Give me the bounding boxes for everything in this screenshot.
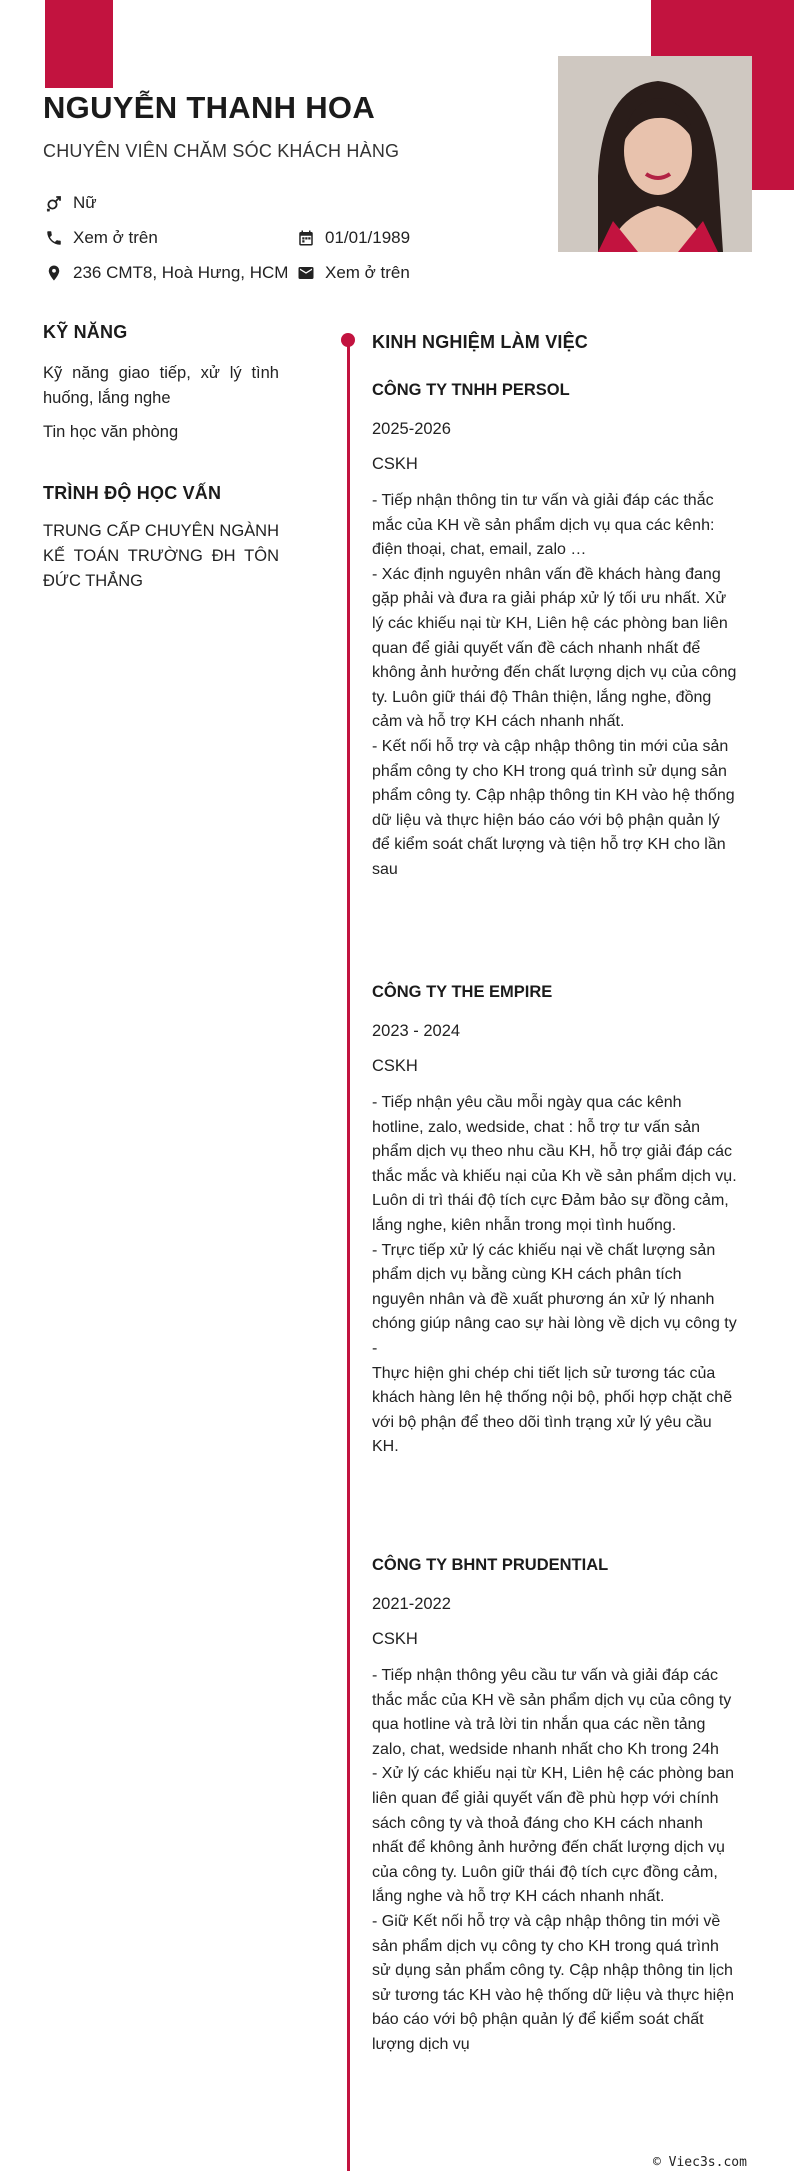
phone-info: [43, 227, 158, 249]
watermark: © Viec3s.com: [653, 2155, 747, 2170]
skill-item: Tin học văn phòng: [43, 423, 179, 441]
phone-icon: [43, 227, 65, 249]
job-entry: [372, 983, 737, 1460]
gender-value: Nữ: [73, 193, 97, 212]
calendar-icon: [295, 227, 317, 249]
job-company: CÔNG TY TNHH PERSOL: [372, 381, 570, 399]
job-description: - Tiếp nhận thông tin tư vấn và giải đáp các thắc mắc của KH về sản phẩm dịch vụ qua các kênh: điện thoại, chat, email, zalo … - Xác định nguyên nhân vấn đề khách hàng đang gặp phải và đưa ra giải pháp xử lý tối ưu nhất. Xử lý các khiếu nại từ KH, Liên hệ các phòng ban liên quan để giải quyết vấn đề cách nhanh nhất để không ảnh hưởng đến chất lượng dịch vụ của công ty. Luôn giữ thái độ Thân thiện, lắng nghe, đồng cảm và hỗ trợ KH cách nhanh nhất. - Kết nối hỗ trợ và cập nhập thông tin mới của sản phẩm công ty cho KH trong quá trình sử dụng sản phẩm công ty. Cập nhập thông tin KH vào hệ thống dữ liệu và thực hiện báo cáo với bộ phận quản lý để kiểm soát chất lượng và tiện hỗ trợ KH cho lần sau: [372, 492, 737, 878]
gender-info: [43, 192, 97, 214]
birthday-value: 01/01/1989: [325, 228, 411, 247]
job-company: CÔNG TY BHNT PRUDENTIAL: [372, 1556, 609, 1574]
profile-photo: [558, 56, 752, 252]
job-role: CSKH: [372, 1630, 418, 1648]
education-text: TRUNG CẤP CHUYÊN NGÀNH KẾ TOÁN TRƯỜNG ĐH TÔN ĐỨC THẮNG: [43, 522, 279, 590]
job-role: CSKH: [372, 1057, 418, 1075]
decorative-block-left: [45, 0, 113, 88]
birthday-info: [295, 227, 410, 249]
education-title: TRÌNH ĐỘ HỌC VẤN: [43, 483, 222, 503]
job-description: - Tiếp nhận thông yêu cầu tư vấn và giải đáp các thắc mắc của KH về sản phẩm dịch vụ của công ty qua hotline và trả lời tin nhắn qua các nền tảng zalo, chat, wedside nhanh nhất cho Kh trong 24h - Xử lý các khiếu nại từ KH, Liên hệ các phòng ban liên quan để giải quyết vấn đề phù hợp với chính sách công ty và thoả đáng cho KH cách nhanh nhất để không ảnh hưởng đến chất lượng dịch vụ của công ty. Luôn giữ thái độ tích cực đồng cảm, lắng nghe và hỗ trợ KH cách nhanh nhất. - Giữ Kết nối hỗ trợ và cập nhập thông tin mới về sản phẩm dịch vụ công ty cho KH trong quá trình sử dụng sản phẩm công ty. Cập nhập thông tin lịch sử tương tác KH vào hệ thống dữ liệu và thực hiện báo cáo với bộ phận quản lý để kiểm soát chất lượng dịch vụ: [372, 1667, 735, 2053]
candidate-job-title: CHUYÊN VIÊN CHĂM SÓC KHÁCH HÀNG: [43, 141, 400, 161]
skill-item: Kỹ năng giao tiếp, xử lý tình huống, lắng nghe: [43, 364, 279, 407]
candidate-name: NGUYỄN THANH HOA: [43, 90, 376, 125]
job-company: CÔNG TY THE EMPIRE: [372, 983, 553, 1001]
timeline-line: [347, 341, 350, 2171]
phone-value: Xem ở trên: [73, 228, 158, 247]
job-period: 2025-2026: [372, 420, 451, 438]
timeline-dot: [341, 333, 355, 347]
mail-icon: [295, 262, 317, 284]
gender-icon: [43, 192, 65, 214]
location-icon: [43, 262, 65, 284]
job-period: 2023 - 2024: [372, 1022, 461, 1040]
job-role: CSKH: [372, 455, 418, 473]
job-period: 2021-2022: [372, 1595, 451, 1613]
email-value: Xem ở trên: [325, 263, 410, 282]
experience-title: KINH NGHIỆM LÀM VIỆC: [372, 332, 589, 352]
job-entry: [372, 1556, 737, 2058]
address-info: [43, 262, 288, 284]
email-info: [295, 262, 410, 284]
job-entry: [372, 381, 737, 883]
address-value: 236 CMT8, Hoà Hưng, HCM: [73, 263, 289, 282]
skills-title: KỸ NĂNG: [43, 322, 128, 342]
job-description: - Tiếp nhận yêu cầu mỗi ngày qua các kênh hotline, zalo, wedside, chat : hỗ trợ tư vấn sản phẩm dịch vụ theo nhu cầu KH, hỗ trợ giải đáp các thắc mắc và khiếu nại của Kh về sản phẩm dịch vụ. Luôn di trì thái độ tích cực Đảm bảo sự đồng cảm, lắng nghe, kiên nhẫn trong mọi tình huống. - Trực tiếp xử lý các khiếu nại về chất lượng sản phẩm dịch vụ bằng cùng KH cách phân tích nguyên nhân và đề xuất phương án xử lý nhanh chóng giúp nâng cao sự hài lòng về dịch vụ công ty - Thực hiện ghi chép chi tiết lịch sử tương tác của khách hàng lên hệ thống nội bộ, phối hợp chặt chẽ với bộ phận để theo dõi tình trạng xử lý yêu cầu KH.: [372, 1094, 737, 1456]
